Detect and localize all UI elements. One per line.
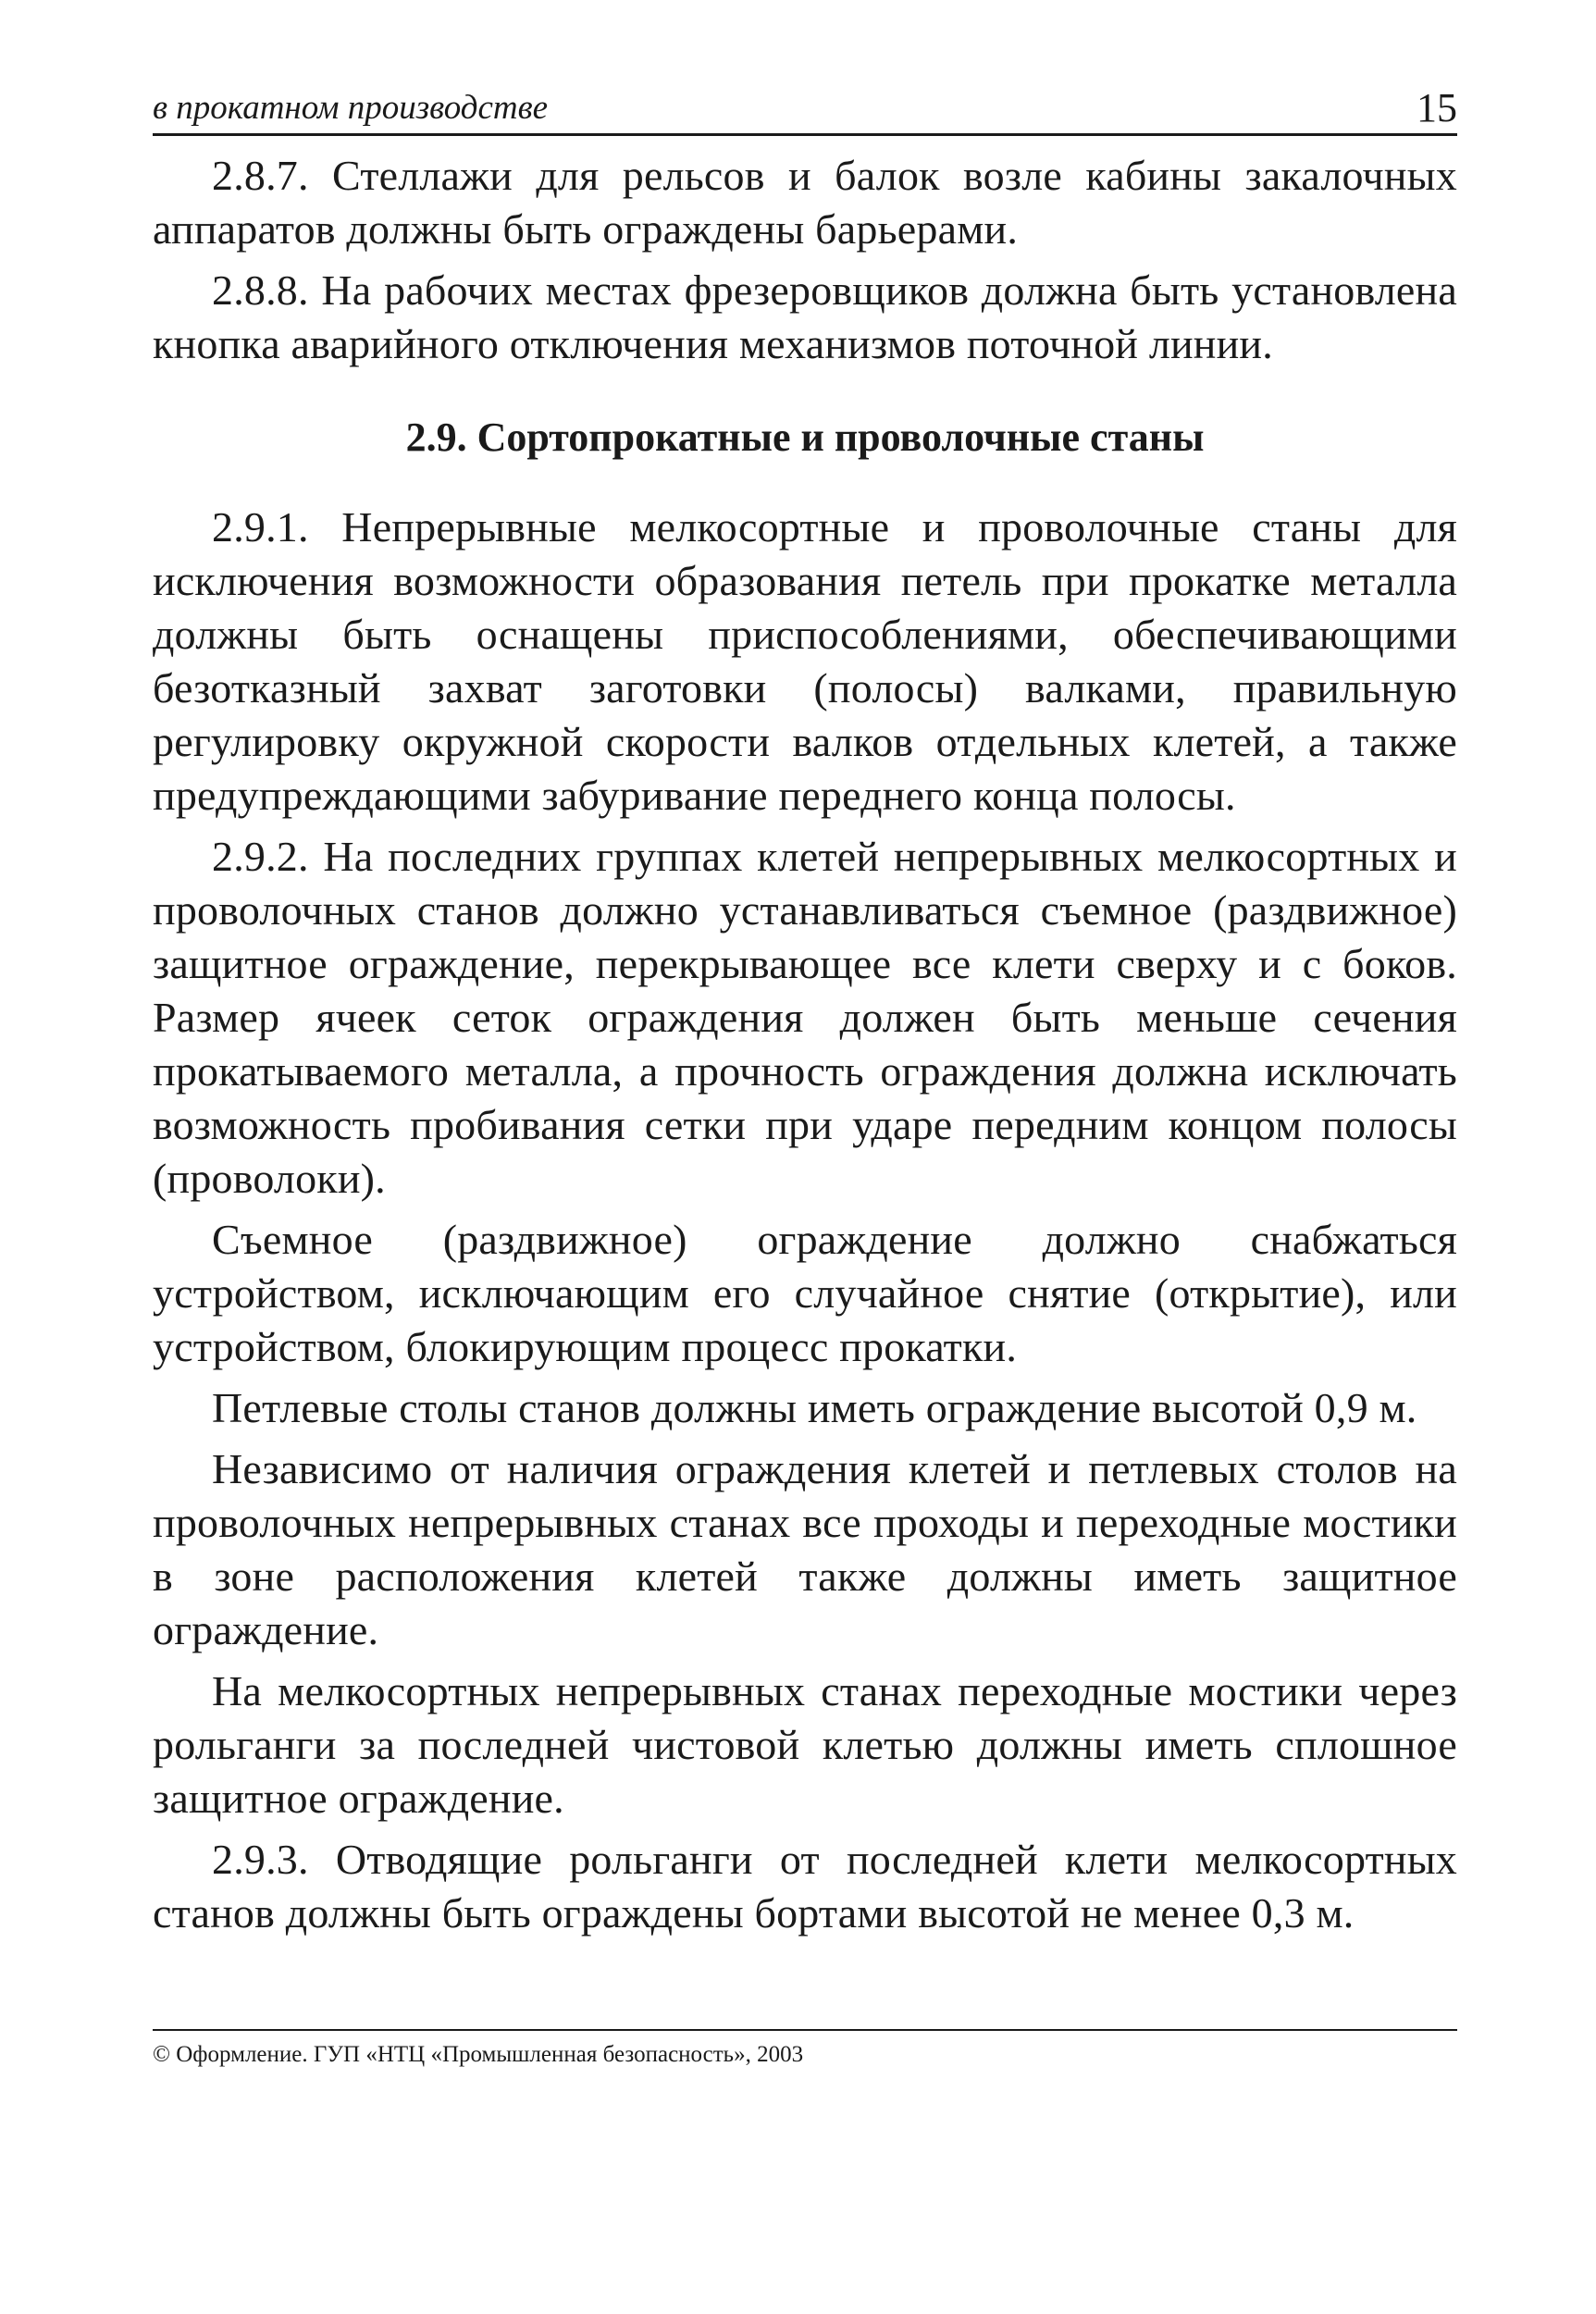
section-title: 2.9. Сортопрокатные и проволочные станы bbox=[405, 415, 1205, 460]
paragraph-removable-guard: Съемное (раздвижное) ограждение должно снабжаться устройством, исключающим его случайное снятие (открытие), или устройством, блокирующим процесс прокатки. bbox=[153, 1216, 1457, 1370]
paragraph-loop-tables: Петлевые столы станов должны иметь ограждение высотой 0,9 м. bbox=[212, 1384, 1417, 1431]
paragraph-2-8-8: 2.8.8. На рабочих местах фрезеровщиков должна быть установлена кнопка аварийного отключения механизмов поточной линии. bbox=[153, 266, 1457, 367]
paragraph-bridges: На мелкосортных непрерывных станах переходные мостики через рольганги за последней чистовой клетью должны иметь сплошное защитное ограждение. bbox=[153, 1667, 1457, 1822]
document-page bbox=[153, 74, 1457, 1948]
body-text bbox=[153, 149, 1457, 1940]
paragraph-2-9-3: 2.9.3. Отводящие рольганги от последней клети мелкосортных станов должны быть ограждены бортами высотой не менее 0,3 м. bbox=[153, 1836, 1457, 1937]
footer-copyright: © Оформление. ГУП «НТЦ «Промышленная безопасность», 2003 bbox=[153, 2029, 1457, 2070]
paragraph-2-9-2: 2.9.2. На последних группах клетей непрерывных мелкосортных и проволочных станов должно устанавливаться съемное (раздвижное) защитное ограждение, перекрывающее все клети сверху и с боков. Размер ячеек сеток ограждения должен быть меньше сечения прокатываемого металла, а прочность ограждения должна исключать возможность пробивания сетки при ударе передним концом полосы (проволоки). bbox=[153, 833, 1457, 1202]
running-header bbox=[153, 74, 1457, 136]
paragraph-2-8-7: 2.8.7. Стеллажи для рельсов и балок возле кабины закалочных аппаратов должны быть ограждены барьерами. bbox=[153, 152, 1457, 253]
page-number: 15 bbox=[1417, 85, 1457, 130]
paragraph-passages: Независимо от наличия ограждения клетей и петлевых столов на проволочных непрерывных станах все проходы и переходные мостики в зоне расположения клетей также должны иметь защитное ограждение. bbox=[153, 1445, 1457, 1653]
running-title: в прокатном производстве bbox=[153, 89, 549, 127]
paragraph-2-9-1: 2.9.1. Непрерывные мелкосортные и проволочные станы для исключения возможности образования петель при прокатке металла должны быть оснащены приспособлениями, обеспечивающими безотказный захват заготовки (полосы) валками, правильную регулировку окружной скорости валков отдельных клетей, а также предупреждающими забуривание переднего конца полосы. bbox=[153, 503, 1457, 819]
